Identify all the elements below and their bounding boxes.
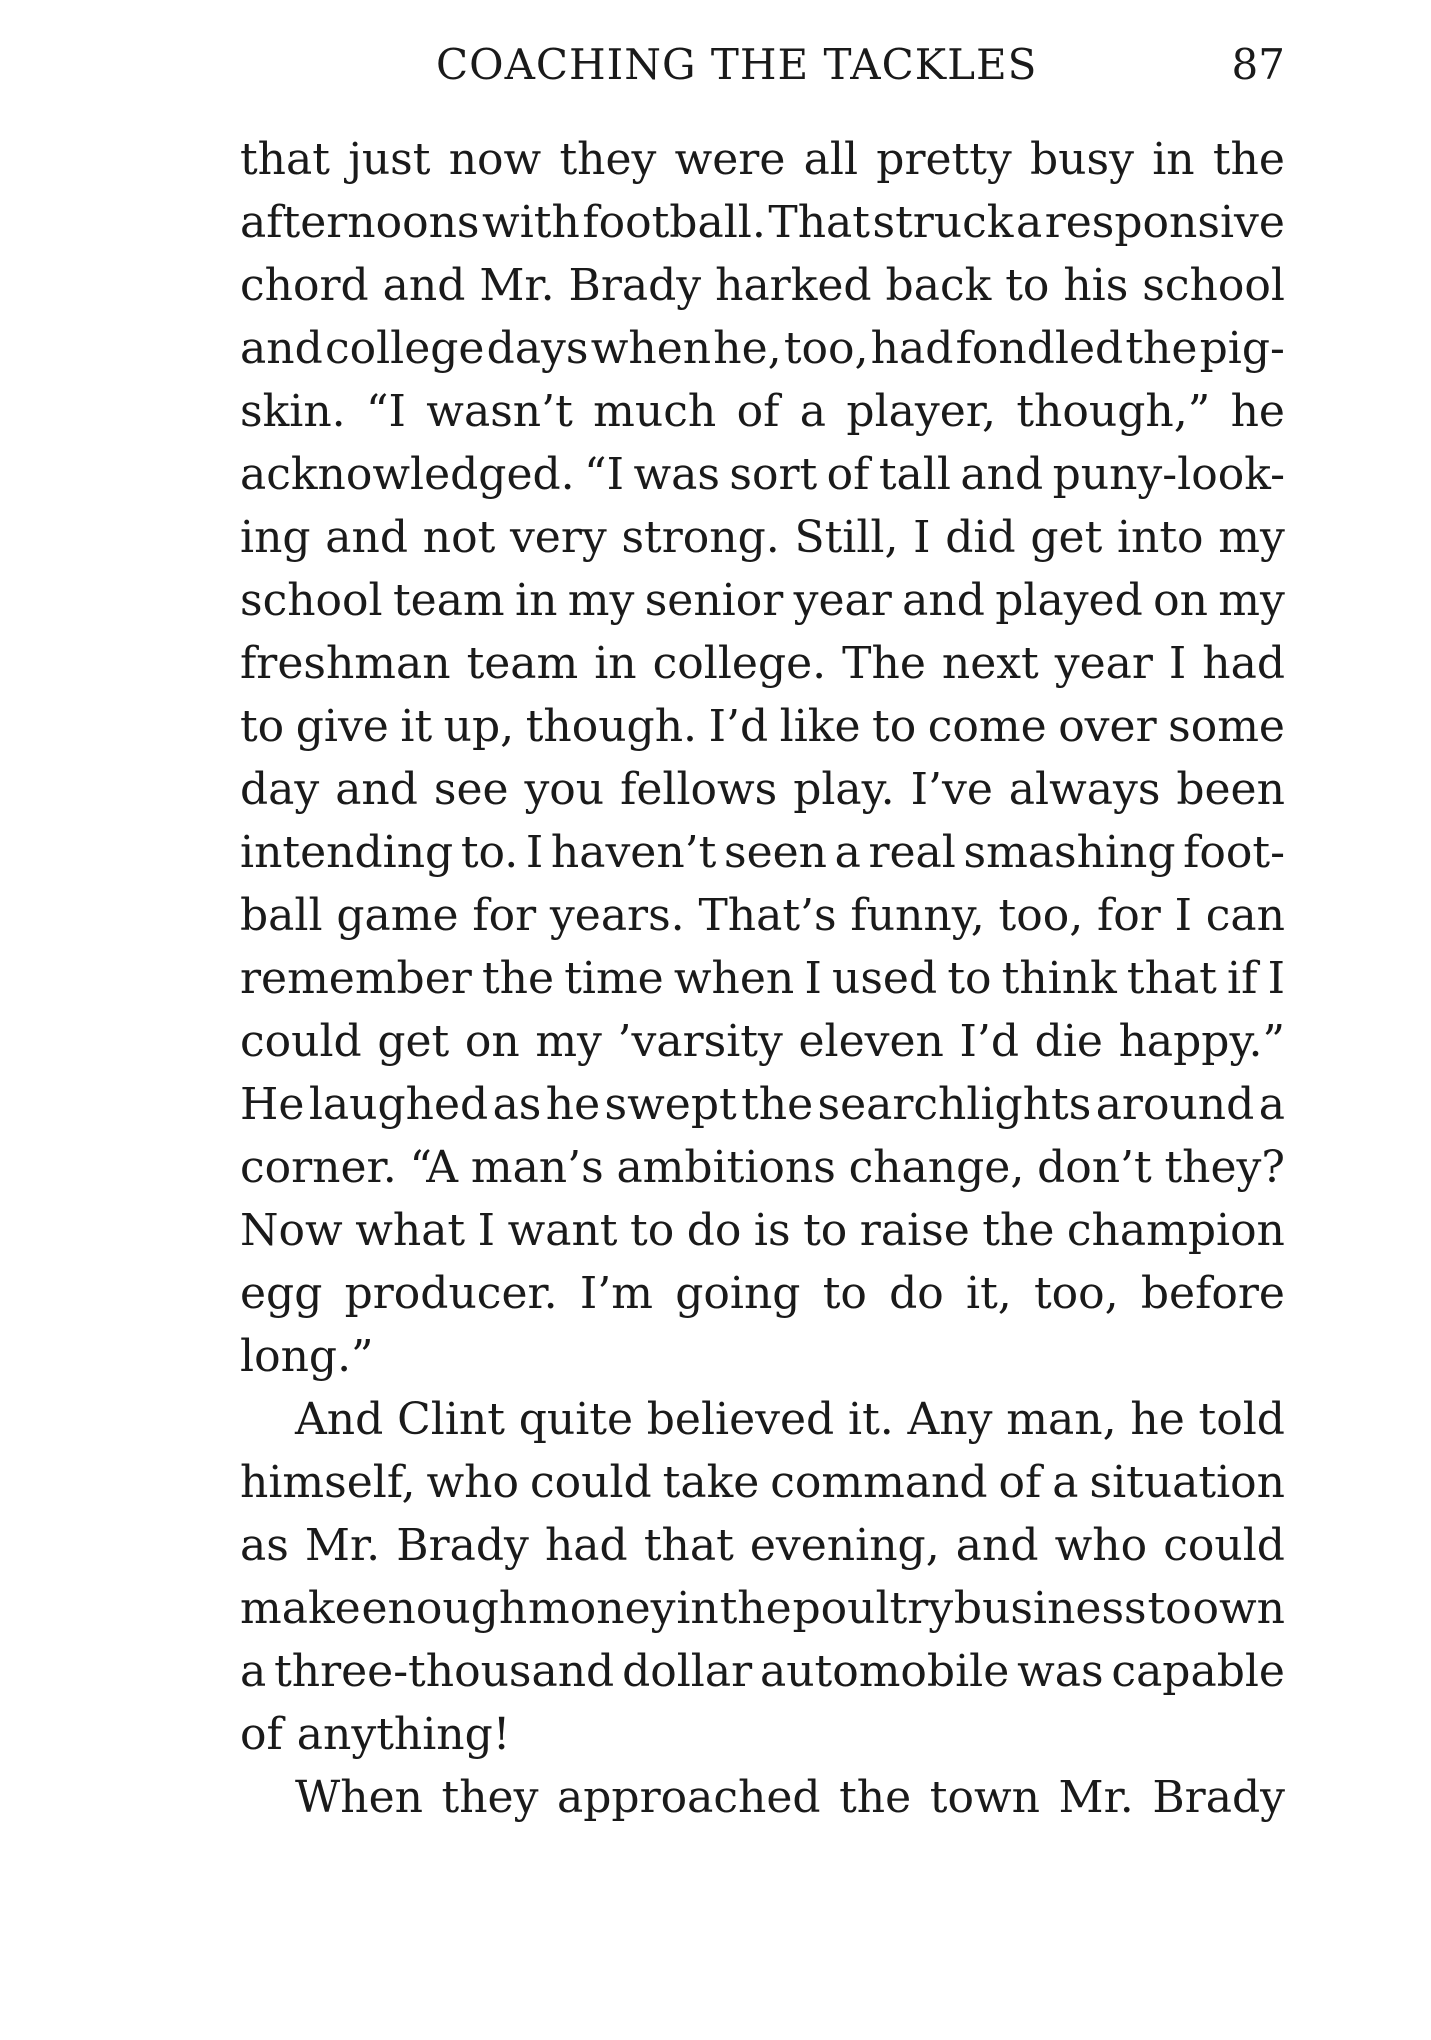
word: on bbox=[464, 1016, 520, 1067]
text-line bbox=[240, 1577, 1285, 1640]
word: the bbox=[1212, 134, 1285, 185]
word: man’s bbox=[470, 1142, 604, 1193]
word: in bbox=[1152, 134, 1195, 185]
word: had bbox=[1202, 638, 1285, 689]
word: foot- bbox=[1183, 827, 1285, 878]
word: could bbox=[1163, 1520, 1285, 1571]
word: too, bbox=[783, 323, 869, 374]
word: game bbox=[336, 890, 459, 941]
text-line bbox=[240, 128, 1285, 191]
word: busy bbox=[1030, 134, 1134, 185]
word: all bbox=[803, 134, 859, 185]
word: a bbox=[834, 827, 861, 878]
word: Mr. bbox=[1058, 1772, 1134, 1823]
word: business bbox=[953, 1583, 1147, 1634]
word: year bbox=[1054, 638, 1153, 689]
word: always bbox=[1008, 764, 1161, 815]
word: puny-look- bbox=[1052, 449, 1285, 500]
word: believed bbox=[646, 1394, 835, 1445]
word: was bbox=[633, 449, 720, 500]
word: the bbox=[481, 953, 555, 1004]
word: wasn’t bbox=[426, 386, 573, 437]
word: time bbox=[564, 953, 664, 1004]
text-line bbox=[240, 380, 1285, 443]
text-line bbox=[240, 1640, 1285, 1703]
word: who bbox=[1054, 1520, 1148, 1571]
word: going bbox=[675, 1268, 801, 1319]
text-line bbox=[240, 947, 1285, 1010]
word: “A bbox=[409, 1142, 459, 1193]
word: it, bbox=[966, 1268, 1012, 1319]
word: command bbox=[770, 1457, 988, 1508]
word: to bbox=[240, 701, 285, 752]
word: for bbox=[472, 890, 537, 941]
word: want bbox=[507, 1205, 618, 1256]
word: and bbox=[902, 575, 985, 626]
text-line bbox=[240, 254, 1285, 317]
word: sort bbox=[729, 449, 818, 500]
word: used bbox=[832, 953, 938, 1004]
word: happy.” bbox=[1118, 1016, 1285, 1067]
word: and bbox=[955, 1520, 1039, 1571]
word: himself, bbox=[240, 1457, 416, 1508]
word: they bbox=[441, 1772, 539, 1823]
word: with bbox=[482, 197, 580, 248]
running-head bbox=[240, 40, 1285, 100]
text-line bbox=[240, 1388, 1285, 1451]
text-line bbox=[240, 569, 1285, 632]
text-line bbox=[240, 1766, 1285, 1829]
text-line bbox=[240, 1136, 1285, 1199]
word: team bbox=[466, 638, 579, 689]
word: of bbox=[998, 1457, 1042, 1508]
text-line bbox=[240, 821, 1285, 884]
word: raise bbox=[859, 1205, 970, 1256]
word: a bbox=[1052, 1457, 1079, 1508]
word: corner. bbox=[240, 1142, 397, 1193]
word: I’ve bbox=[910, 764, 993, 815]
word: pretty bbox=[876, 134, 1012, 185]
word: I bbox=[477, 1205, 496, 1256]
word: responsive bbox=[1044, 197, 1285, 248]
word: searchlights bbox=[817, 1079, 1092, 1130]
text-line bbox=[240, 884, 1285, 947]
word: Mr. bbox=[304, 1520, 381, 1571]
word: ambitions bbox=[616, 1142, 836, 1193]
word: of bbox=[826, 449, 870, 500]
word: and bbox=[240, 323, 323, 374]
word: real bbox=[868, 827, 956, 878]
word: it bbox=[400, 701, 433, 752]
word: senior bbox=[644, 575, 784, 626]
word: “I bbox=[366, 386, 406, 437]
word: that bbox=[643, 1520, 734, 1571]
word: around bbox=[1095, 1079, 1255, 1130]
word: capable bbox=[1111, 1646, 1285, 1697]
word: poultry bbox=[792, 1583, 954, 1634]
word: I bbox=[1174, 890, 1192, 941]
word: ing bbox=[240, 512, 311, 563]
word: I’m bbox=[579, 1268, 653, 1319]
word: did bbox=[945, 512, 1016, 563]
word: a bbox=[240, 1646, 267, 1697]
word: very bbox=[509, 512, 607, 563]
text-line bbox=[240, 1451, 1285, 1514]
word: not bbox=[422, 512, 496, 563]
word: his bbox=[1063, 260, 1129, 311]
word: just bbox=[348, 134, 431, 185]
word: he bbox=[1230, 386, 1285, 437]
text-line bbox=[240, 191, 1285, 254]
word: been bbox=[1176, 764, 1285, 815]
word: The bbox=[842, 638, 926, 689]
word: fondled bbox=[955, 323, 1124, 374]
word: my bbox=[535, 1016, 602, 1067]
word: they bbox=[559, 134, 657, 185]
word: could bbox=[529, 1457, 652, 1508]
word: and bbox=[382, 260, 466, 311]
word: much bbox=[593, 386, 717, 437]
word: the bbox=[982, 1205, 1055, 1256]
word: give bbox=[295, 701, 389, 752]
word: make bbox=[240, 1583, 361, 1634]
word: freshman bbox=[240, 638, 451, 689]
word: is bbox=[753, 1205, 791, 1256]
line-text: long.” bbox=[240, 1331, 374, 1382]
word: over bbox=[1058, 701, 1157, 752]
word: to bbox=[803, 1205, 848, 1256]
word: ’varsity bbox=[617, 1016, 783, 1067]
word: I bbox=[804, 953, 822, 1004]
text-line bbox=[240, 1514, 1285, 1577]
word: laughed bbox=[308, 1079, 489, 1130]
word: college. bbox=[652, 638, 827, 689]
word: college bbox=[324, 323, 485, 374]
word: school bbox=[1142, 260, 1285, 311]
word: evening, bbox=[749, 1520, 940, 1571]
word: three-thousand bbox=[274, 1646, 615, 1697]
word: player, bbox=[846, 386, 996, 437]
word: Brady bbox=[568, 260, 702, 311]
text-line bbox=[240, 758, 1285, 821]
word: egg bbox=[240, 1268, 323, 1319]
word: up, bbox=[443, 701, 515, 752]
page-number: 87 bbox=[1231, 40, 1285, 89]
word: some bbox=[1168, 701, 1285, 752]
word: Clint bbox=[397, 1394, 505, 1445]
word: they? bbox=[1164, 1142, 1285, 1193]
word: haven’t bbox=[550, 827, 717, 878]
word: was bbox=[1017, 1646, 1104, 1697]
word: Mr. bbox=[479, 260, 555, 311]
word: in bbox=[594, 638, 637, 689]
word: pig- bbox=[1199, 323, 1285, 374]
word: the bbox=[741, 1079, 814, 1130]
word: change, bbox=[848, 1142, 1025, 1193]
word: swept bbox=[604, 1079, 737, 1130]
word: strong. bbox=[621, 512, 780, 563]
word: could bbox=[240, 1016, 362, 1067]
word: dollar bbox=[622, 1646, 753, 1697]
word: that bbox=[1126, 953, 1217, 1004]
word: were bbox=[674, 134, 786, 185]
text-line bbox=[240, 632, 1285, 695]
word: my bbox=[1218, 575, 1285, 626]
word: too, bbox=[998, 890, 1084, 941]
word: that bbox=[240, 134, 330, 185]
word: enough bbox=[361, 1583, 528, 1634]
word: When bbox=[295, 1772, 423, 1823]
word: afternoons bbox=[240, 197, 480, 248]
text-line bbox=[240, 695, 1285, 758]
word: champion bbox=[1066, 1205, 1285, 1256]
word: producer. bbox=[344, 1268, 558, 1319]
word: He bbox=[240, 1079, 305, 1130]
word: back bbox=[885, 260, 992, 311]
word: automobile bbox=[759, 1646, 1010, 1697]
word: football. bbox=[582, 197, 766, 248]
word: had bbox=[544, 1520, 628, 1571]
word: That bbox=[768, 197, 870, 248]
word: who bbox=[426, 1457, 519, 1508]
word: think bbox=[1001, 953, 1117, 1004]
word: into bbox=[1116, 512, 1204, 563]
word: I’d bbox=[708, 701, 769, 752]
word: I bbox=[913, 512, 931, 563]
word: year bbox=[793, 575, 892, 626]
word: I bbox=[1168, 638, 1187, 689]
word: don’t bbox=[1037, 1142, 1152, 1193]
word: I’d bbox=[959, 1016, 1020, 1067]
word: approached bbox=[557, 1772, 821, 1823]
text-line bbox=[240, 1199, 1285, 1262]
word: team bbox=[392, 575, 505, 626]
word: get bbox=[1030, 512, 1103, 563]
word: Still, bbox=[794, 512, 899, 563]
word: come bbox=[927, 701, 1047, 752]
word: Brady bbox=[396, 1520, 529, 1571]
word: to bbox=[822, 1268, 867, 1319]
word: And bbox=[295, 1394, 384, 1445]
word: played bbox=[995, 575, 1143, 626]
word: quite bbox=[518, 1394, 633, 1445]
word: as bbox=[492, 1079, 542, 1130]
word: had bbox=[870, 323, 954, 374]
text-line bbox=[240, 1703, 1285, 1766]
text-line bbox=[240, 1073, 1285, 1136]
word: see bbox=[433, 764, 509, 815]
word: to. bbox=[460, 827, 519, 878]
word: situation bbox=[1089, 1457, 1285, 1508]
word: chord bbox=[240, 260, 369, 311]
word: though. bbox=[525, 701, 698, 752]
word: to bbox=[1005, 260, 1050, 311]
word: can bbox=[1205, 890, 1285, 941]
word: to bbox=[872, 701, 917, 752]
word: town bbox=[929, 1772, 1040, 1823]
word: if bbox=[1227, 953, 1258, 1004]
word: skin. bbox=[240, 386, 346, 437]
body-text bbox=[240, 128, 1285, 1829]
word: school bbox=[240, 575, 383, 626]
word: smashing bbox=[963, 827, 1176, 878]
text-line bbox=[240, 443, 1285, 506]
word: seen bbox=[723, 827, 827, 878]
word: the bbox=[1125, 323, 1198, 374]
word: my bbox=[567, 575, 635, 626]
word: too, bbox=[1033, 1268, 1119, 1319]
word: remember bbox=[240, 953, 472, 1004]
word: it. bbox=[848, 1394, 894, 1445]
running-title: COACHING THE TACKLES bbox=[436, 40, 1038, 89]
word: fellows bbox=[620, 764, 778, 815]
word: eleven bbox=[798, 1016, 944, 1067]
word: my bbox=[1218, 512, 1285, 563]
word: next bbox=[941, 638, 1039, 689]
text-line bbox=[240, 317, 1285, 380]
line-text: of anything! bbox=[240, 1709, 511, 1760]
word: play. bbox=[793, 764, 895, 815]
word: die bbox=[1034, 1016, 1103, 1067]
word: to bbox=[1147, 1583, 1192, 1634]
word: before bbox=[1140, 1268, 1285, 1319]
word: man, bbox=[1006, 1394, 1117, 1445]
word: on bbox=[1153, 575, 1208, 626]
text-line bbox=[240, 1262, 1285, 1325]
word: told bbox=[1198, 1394, 1285, 1445]
word: you bbox=[524, 764, 605, 815]
word: the bbox=[839, 1772, 912, 1823]
word: tall bbox=[878, 449, 951, 500]
word: as bbox=[240, 1520, 289, 1571]
word: and bbox=[960, 449, 1044, 500]
word: Any bbox=[907, 1394, 993, 1445]
word: in bbox=[676, 1583, 719, 1634]
word: money bbox=[528, 1583, 676, 1634]
word: day bbox=[240, 764, 320, 815]
word: a bbox=[1258, 1079, 1285, 1130]
word: of bbox=[736, 386, 780, 437]
word: days bbox=[486, 323, 589, 374]
word: funny, bbox=[850, 890, 985, 941]
word: get bbox=[377, 1016, 450, 1067]
word: to bbox=[630, 1205, 675, 1256]
word: when bbox=[673, 953, 795, 1004]
word: acknowledged. bbox=[240, 449, 575, 500]
word: “I bbox=[584, 449, 624, 500]
word: years. bbox=[549, 890, 685, 941]
word: intending bbox=[240, 827, 454, 878]
word: I bbox=[1267, 953, 1285, 1004]
word: ball bbox=[240, 890, 323, 941]
word: That’s bbox=[698, 890, 837, 941]
word: he bbox=[545, 1079, 601, 1130]
word: now bbox=[448, 134, 542, 185]
word: he bbox=[1130, 1394, 1185, 1445]
word: own bbox=[1192, 1583, 1285, 1634]
word: struck bbox=[872, 197, 1014, 248]
word: when bbox=[590, 323, 712, 374]
word: to bbox=[947, 953, 992, 1004]
word: like bbox=[779, 701, 861, 752]
word: do bbox=[889, 1268, 944, 1319]
word: and bbox=[335, 764, 418, 815]
word: in bbox=[515, 575, 558, 626]
word: the bbox=[719, 1583, 792, 1634]
word: though,” bbox=[1016, 386, 1211, 437]
word: and bbox=[325, 512, 409, 563]
word: what bbox=[355, 1205, 466, 1256]
word: take bbox=[662, 1457, 760, 1508]
word: Now bbox=[240, 1205, 343, 1256]
text-line bbox=[240, 1325, 1285, 1388]
word: he, bbox=[713, 323, 782, 374]
word: a bbox=[1015, 197, 1043, 248]
word: do bbox=[686, 1205, 742, 1256]
text-line bbox=[240, 506, 1285, 569]
word: harked bbox=[715, 260, 872, 311]
word: I bbox=[525, 827, 544, 878]
text-line bbox=[240, 1010, 1285, 1073]
word: a bbox=[799, 386, 827, 437]
word: Brady bbox=[1152, 1772, 1285, 1823]
word: for bbox=[1096, 890, 1161, 941]
